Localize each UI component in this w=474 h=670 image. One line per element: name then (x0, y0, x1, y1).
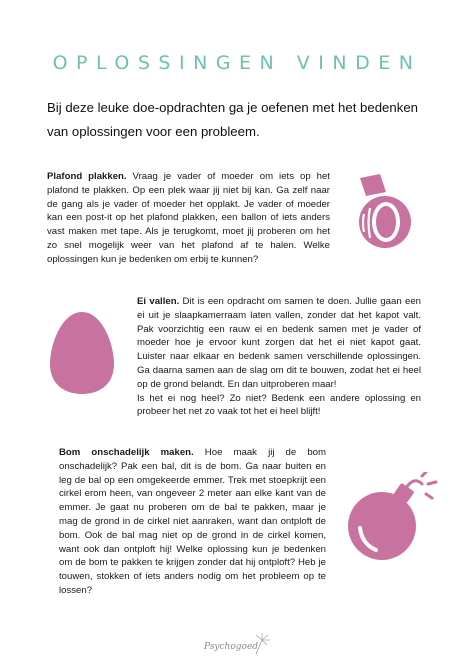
activity-bom-onschadelijk (59, 446, 326, 598)
intro-text: Bij deze leuke doe-opdrachten ga je oefenen met het bedenken van oplossingen voor een probleem. (47, 100, 418, 139)
activity-ei-vallen (137, 295, 421, 419)
dandelion-icon (252, 632, 272, 654)
activity-text: Vraag je vader of moeder om iets op het plafond te plakken. Op een plek waar jij niet bij kan. Ga zelf naar de gang als je vader of moeder het opplakt. Je vader of moeder kan een post-it op het plafond plakken, een ballon of iets anders vast maken met tape. Als je terugkomt, moet jij proberen om het zo snel mogelijk weer van het plafond af te halen. Welke oplossingen kun je bedenken om erbij te kunnen? (47, 171, 330, 265)
activity-text: Hoe maak jij de bom onschadelijk? Pak een bal, dit is de bom. Ga naar buiten en leg de bal op een omgekeerde emmer. Trek met stoepkrijt een cirkel erom heen, van ongeveer 2 meter aan elke kant van de emmer. Je gaat nu proberen om de bal te pakken, maar je mag de grond in de cirkel niet aanraken, want dan ontploft de bom. Ook de bal mag niet op de grond in de cirkel komen, want ook dan ontploft hij! Welke oplossing kun je bedenken om de bom te pakken te krijgen zonder dat hij ontploft? Heb je touwen, stokken of iets anders nodig om het probleem op te lossen? (59, 447, 326, 596)
activity-text: Dit is een opdracht om samen te doen. Jullie gaan een ei uit je slaapkamerraam laten vallen, zonder dat het kapot valt. Pak voorzichtig een rauw ei en bedenk samen met je vader of moeder hoe je ervoor kunt zorgen dat het ei niet kapot gaat. Luister naar elkaar en bedenk samen verschillende oplossingen. Ga daarna samen aan de slag om dit te bouwen, zodat het ei heel op de grond belandt. En dan uitproberen maar! (137, 296, 421, 390)
bomb-icon (342, 472, 438, 562)
page-title: OPLOSSINGEN VINDEN (52, 52, 422, 74)
logo-text: Psychogoed (204, 642, 259, 652)
activity-extra-text: Is het ei nog heel? Zo niet? Bedenk een andere oplossing en probeer het net zo vaak tot het ei heel blijft! (137, 392, 421, 418)
psychogoed-logo (204, 632, 284, 660)
activity-heading: Plafond plakken. (47, 171, 127, 182)
tape-icon (352, 170, 414, 250)
activity-plafond-plakken (47, 170, 330, 267)
egg-icon (48, 310, 116, 396)
activity-heading: Bom onschadelijk maken. (59, 447, 194, 458)
activity-heading: Ei vallen. (137, 296, 180, 307)
